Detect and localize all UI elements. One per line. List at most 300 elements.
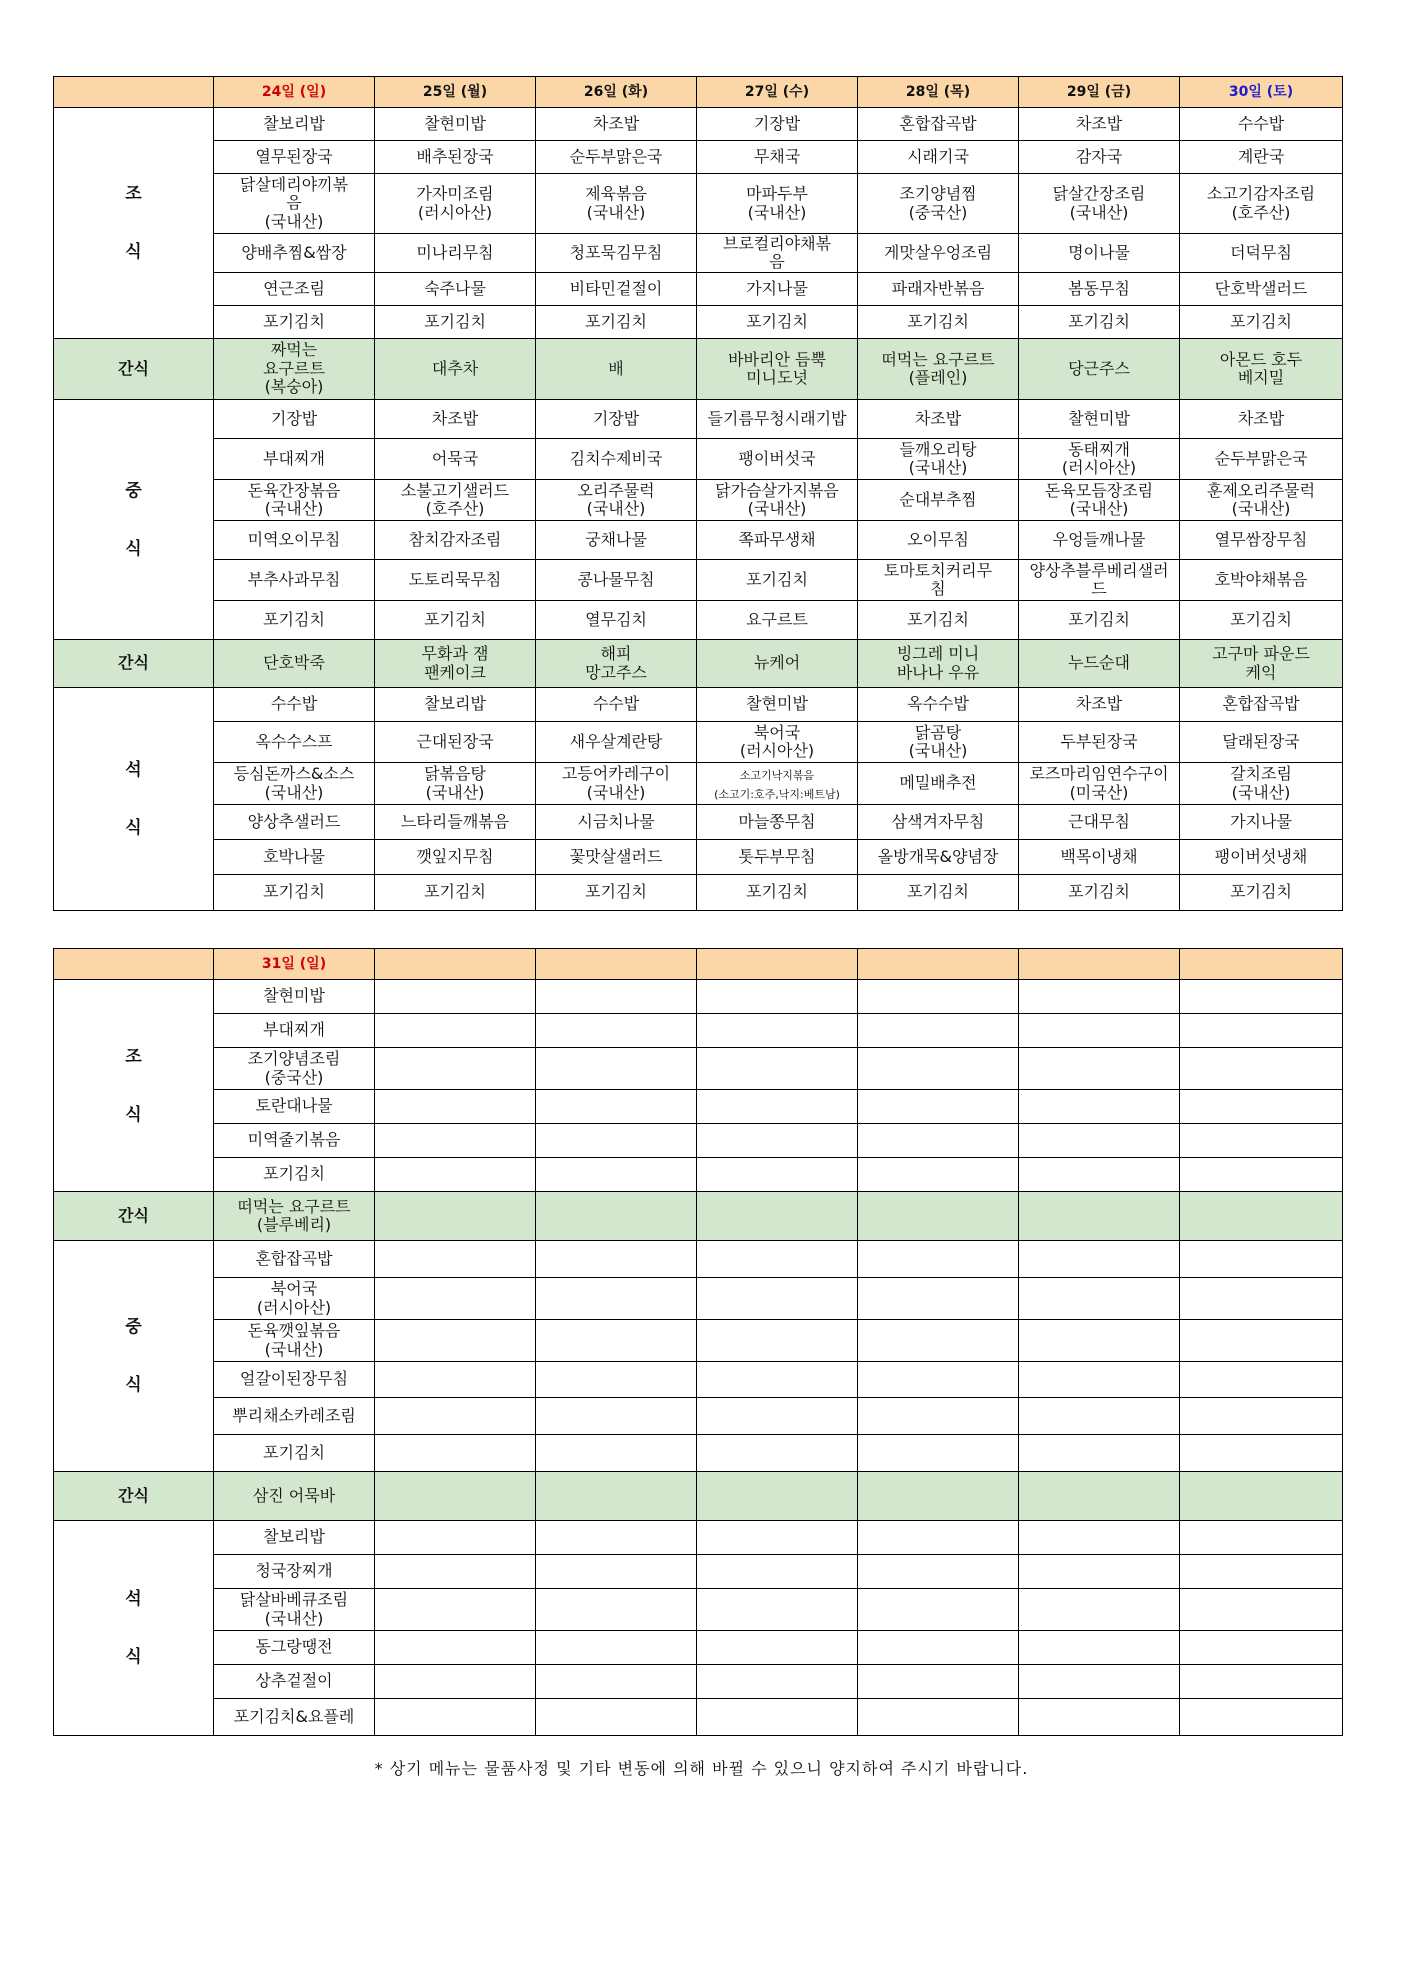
menu-item-text: 시금치나물: [577, 811, 655, 831]
dinner-row: [54, 688, 1343, 722]
menu-cell: [536, 805, 697, 840]
breakfast-row: [54, 174, 1343, 234]
menu-item-text: 아몬드 호두 베지밀: [1219, 349, 1303, 387]
menu-cell: [1180, 1014, 1343, 1048]
breakfast-row: [54, 108, 1343, 141]
next-week-menu-table: [53, 948, 1343, 1736]
menu-item-text: 찰현미밥: [1068, 408, 1130, 428]
menu-cell: [1019, 1699, 1180, 1736]
menu-cell: [375, 1435, 536, 1472]
menu-cell: [1180, 980, 1343, 1014]
menu-item-text: 포기김치: [1068, 311, 1130, 331]
menu-cell: [1019, 521, 1180, 560]
menu-cell: [858, 1090, 1019, 1124]
menu-cell: [1019, 1555, 1180, 1589]
menu-cell: [1019, 1589, 1180, 1631]
menu-cell: [1180, 141, 1343, 174]
menu-cell: [214, 1521, 375, 1555]
menu-item-text: 비타민겉절이: [569, 278, 663, 298]
menu-cell: [1019, 1124, 1180, 1158]
menu-item-text: 얼갈이된장무침: [239, 1369, 349, 1389]
menu-item-text: 마파두부 (국내산): [746, 184, 808, 222]
menu-cell: [375, 108, 536, 141]
menu-item-text: 찰현미밥: [746, 694, 808, 714]
menu-cell: [1180, 1631, 1343, 1665]
menu-cell: [1180, 1090, 1343, 1124]
menu-cell: [697, 980, 858, 1014]
menu-cell: [697, 1048, 858, 1090]
menu-cell: [536, 640, 697, 688]
menu-cell: [536, 1048, 697, 1090]
menu-cell: [1019, 688, 1180, 722]
menu-cell: [375, 480, 536, 521]
menu-cell: [858, 980, 1019, 1014]
menu-cell: [536, 1090, 697, 1124]
menu-cell: [858, 1048, 1019, 1090]
snack-row: [54, 1472, 1343, 1521]
menu-cell: [375, 1665, 536, 1699]
menu-cell: [214, 980, 375, 1014]
menu-cell: [1019, 306, 1180, 339]
menu-cell: [1019, 141, 1180, 174]
menu-item-text: 포기김치: [1230, 609, 1292, 629]
menu-cell: [1019, 601, 1180, 640]
menu-item-text: 호박나물: [263, 846, 325, 866]
menu-item-text: 상추겉절이: [255, 1671, 333, 1691]
menu-item-text: 호박야채볶음: [1214, 569, 1308, 589]
menu-cell: [536, 1362, 697, 1398]
menu-item-text: 북어국 (러시아산): [739, 722, 815, 760]
menu-cell: [1180, 234, 1343, 273]
menu-item-text: 차조밥: [592, 113, 640, 133]
menu-cell: [697, 141, 858, 174]
menu-cell: [214, 1014, 375, 1048]
dinner-row: [54, 875, 1343, 911]
menu-item-text: 동태찌개 (러시아산): [1061, 439, 1137, 477]
menu-item-text: 포기김치: [1230, 311, 1292, 331]
menu-cell: [375, 1124, 536, 1158]
menu-cell: [1019, 1521, 1180, 1555]
menu-cell: [697, 601, 858, 640]
menu-item-text: 짜먹는 요구르트 (복숭아): [263, 340, 325, 397]
lunch-row: [54, 1398, 1343, 1435]
menu-cell: [1180, 1278, 1343, 1320]
menu-cell: [1019, 1435, 1180, 1472]
menu-item-text: 올방개묵&양념장: [877, 846, 999, 866]
menu-cell: [375, 980, 536, 1014]
menu-cell: [536, 174, 697, 234]
menu-cell: [214, 141, 375, 174]
date-header: 27일 (수): [697, 77, 858, 108]
dinner-row: [54, 1555, 1343, 1589]
menu-cell: [697, 1090, 858, 1124]
menu-item-text: 떠먹는 요구르트 (블루베리): [237, 1196, 351, 1234]
menu-cell: [697, 1631, 858, 1665]
menu-item-text: 참치감자조림: [408, 529, 502, 549]
menu-cell: [858, 339, 1019, 400]
header-corner: [54, 77, 214, 108]
breakfast-row: [54, 1158, 1343, 1192]
lunch-row: [54, 1241, 1343, 1278]
menu-cell: [536, 1435, 697, 1472]
menu-item-text: 가지나물: [746, 278, 808, 298]
menu-cell: [858, 1699, 1019, 1736]
menu-cell: [697, 234, 858, 273]
menu-cell: [858, 480, 1019, 521]
menu-cell: [697, 1124, 858, 1158]
menu-cell: [214, 805, 375, 840]
menu-item-text: 포기김치: [263, 1164, 325, 1184]
menu-cell: [375, 273, 536, 306]
menu-cell: [536, 1398, 697, 1435]
menu-cell: [1180, 688, 1343, 722]
menu-cell: [858, 174, 1019, 234]
menu-cell: [375, 1362, 536, 1398]
menu-cell: [214, 1241, 375, 1278]
menu-item-text: 차조밥: [914, 408, 962, 428]
menu-item-text: 열무된장국: [255, 146, 333, 166]
menu-item-text: 포기김치: [263, 311, 325, 331]
menu-cell: [697, 1241, 858, 1278]
menu-cell: [858, 400, 1019, 439]
lunch-row: [54, 1278, 1343, 1320]
date-header: 26일 (화): [536, 77, 697, 108]
menu-cell: [536, 840, 697, 875]
menu-item-text: 찰보리밥: [263, 1527, 325, 1547]
menu-cell: [858, 560, 1019, 601]
menu-cell: [1019, 234, 1180, 273]
menu-cell: [214, 722, 375, 763]
menu-cell: [1180, 1048, 1343, 1090]
menu-cell: [1180, 1435, 1343, 1472]
menu-item-text: 오이무침: [907, 529, 969, 549]
menu-item-text: 게맛살우엉조림: [883, 242, 993, 262]
menu-cell: [1019, 273, 1180, 306]
menu-cell: [697, 1362, 858, 1398]
menu-cell: [214, 1665, 375, 1699]
menu-cell: [536, 688, 697, 722]
menu-item-text: 로즈마리임연수구이 (미국산): [1029, 764, 1169, 802]
menu-item-text: 팽이버섯국: [738, 448, 816, 468]
menu-cell: [1180, 1241, 1343, 1278]
menu-cell: [1180, 763, 1343, 805]
menu-item-text: 단호박샐러드: [1214, 278, 1308, 298]
dinner-row: [54, 722, 1343, 763]
menu-item-text: 배추된장국: [416, 146, 494, 166]
menu-cell: [697, 1521, 858, 1555]
menu-item-text: 마늘쫑무침: [738, 811, 816, 831]
menu-item-text: 무채국: [753, 146, 801, 166]
menu-cell: [536, 521, 697, 560]
menu-cell: [858, 1631, 1019, 1665]
menu-cell: [858, 1124, 1019, 1158]
menu-cell: [697, 875, 858, 911]
menu-cell: [375, 1555, 536, 1589]
menu-item-text: 뿌리채소카레조림: [232, 1405, 356, 1425]
snack-row: [54, 1192, 1343, 1241]
menu-item-text: 꽃맛살샐러드: [569, 846, 663, 866]
menu-cell: [536, 763, 697, 805]
menu-cell: [858, 688, 1019, 722]
menu-cell: [858, 1158, 1019, 1192]
menu-cell: [1019, 1241, 1180, 1278]
menu-item-text: 달래된장국: [1222, 731, 1300, 751]
menu-cell: [697, 1472, 858, 1521]
menu-cell: [214, 875, 375, 911]
menu-cell: [697, 400, 858, 439]
menu-cell: [214, 306, 375, 339]
menu-item-text: 차조밥: [1075, 113, 1123, 133]
menu-item-text: 누드순대: [1068, 653, 1130, 673]
menu-cell: [1180, 1398, 1343, 1435]
menu-cell: [697, 1158, 858, 1192]
menu-item-text: 기장밥: [753, 113, 801, 133]
menu-item-text: 백목이냉채: [1060, 846, 1138, 866]
menu-cell: [1019, 1665, 1180, 1699]
menu-cell: [375, 1398, 536, 1435]
menu-item-text: 포기김치: [1068, 609, 1130, 629]
menu-cell: [1180, 108, 1343, 141]
menu-cell: [375, 1278, 536, 1320]
menu-cell: [536, 273, 697, 306]
menu-item-text: 포기김치: [263, 1442, 325, 1462]
menu-item-text: 해피 망고주스: [585, 644, 647, 682]
menu-item-text: 뉴케어: [753, 653, 801, 673]
menu-cell: [536, 1631, 697, 1665]
menu-cell: [536, 560, 697, 601]
menu-cell: [536, 400, 697, 439]
menu-cell: [1019, 1320, 1180, 1362]
menu-item-text: 도토리묵무침: [408, 569, 502, 589]
menu-cell: [1019, 174, 1180, 234]
menu-item-text: 시래기국: [907, 146, 969, 166]
menu-item-text: 무화과 잼 팬케이크: [421, 644, 489, 682]
menu-item-text: 김치수제비국: [569, 448, 663, 468]
menu-item-text: 돈육간장볶음 (국내산): [247, 480, 341, 518]
menu-item-text: 부대찌개: [263, 1020, 325, 1040]
menu-item-text: 순두부맑은국: [1214, 448, 1308, 468]
menu-cell: [536, 601, 697, 640]
menu-cell: [536, 1472, 697, 1521]
menu-item-text: 메밀배추전: [899, 773, 977, 793]
menu-cell: [375, 1192, 536, 1241]
menu-cell: [375, 234, 536, 273]
lunch-row: [54, 1362, 1343, 1398]
menu-item-text: 닭살간장조림 (국내산): [1052, 184, 1146, 222]
menu-item-text: 포기김치: [585, 311, 647, 331]
menu-item-text: 포기김치: [424, 609, 486, 629]
menu-cell: [697, 1278, 858, 1320]
menu-cell: [1180, 1555, 1343, 1589]
menu-cell: [1180, 1362, 1343, 1398]
menu-item-text: 어묵국: [431, 448, 479, 468]
menu-cell: [214, 174, 375, 234]
menu-cell: [858, 1398, 1019, 1435]
menu-cell: [858, 234, 1019, 273]
menu-item-text: 바바리안 듬뿍 미니도넛: [728, 349, 826, 387]
menu-item-text: 수수밥: [592, 694, 640, 714]
menu-cell: [536, 1278, 697, 1320]
menu-cell: [1019, 1472, 1180, 1521]
menu-item-text: 파래자반볶음: [891, 278, 985, 298]
dinner-label: 석 식: [54, 688, 214, 911]
menu-cell: [214, 1192, 375, 1241]
menu-cell: [536, 875, 697, 911]
menu-item-text: 포기김치: [907, 311, 969, 331]
menu-cell: [375, 805, 536, 840]
menu-cell: [375, 521, 536, 560]
menu-cell: [858, 640, 1019, 688]
menu-item-text: 조기양념찜 (중국산): [899, 184, 977, 222]
menu-cell: [858, 1665, 1019, 1699]
menu-cell: [536, 1555, 697, 1589]
menu-cell: [375, 1014, 536, 1048]
menu-cell: [1180, 601, 1343, 640]
dinner-row: [54, 763, 1343, 805]
menu-cell: [214, 234, 375, 273]
lunch-row: [54, 480, 1343, 521]
menu-cell: [1180, 1589, 1343, 1631]
menu-cell: [214, 640, 375, 688]
menu-cell: [1019, 875, 1180, 911]
menu-cell: [697, 273, 858, 306]
menu-item-text: 더덕무침: [1230, 242, 1292, 262]
lunch-label: 중 식: [54, 400, 214, 640]
menu-cell: [375, 1048, 536, 1090]
breakfast-row: [54, 141, 1343, 174]
menu-item-text: 포기김치: [263, 882, 325, 902]
menu-item-text: 콩나물무침: [577, 569, 655, 589]
menu-item-text: 가지나물: [1230, 811, 1292, 831]
menu-cell: [375, 875, 536, 911]
menu-item-text: 당근주스: [1068, 358, 1130, 378]
menu-item-text: 브로컬리야채볶 음: [722, 233, 832, 271]
menu-item-text: 순두부맑은국: [569, 146, 663, 166]
menu-cell: [214, 1589, 375, 1631]
menu-cell: [858, 439, 1019, 480]
menu-cell: [214, 1320, 375, 1362]
menu-cell: [1019, 480, 1180, 521]
menu-cell: [1019, 108, 1180, 141]
menu-cell: [858, 805, 1019, 840]
date-header: 29일 (금): [1019, 77, 1180, 108]
menu-cell: [858, 763, 1019, 805]
breakfast-row: [54, 306, 1343, 339]
menu-cell: [697, 1435, 858, 1472]
lunch-row: [54, 400, 1343, 439]
menu-item-text: 요구르트: [746, 609, 808, 629]
date-header: 30일 (토): [1180, 77, 1343, 108]
lunch-row: [54, 521, 1343, 560]
menu-cell: [1019, 1631, 1180, 1665]
menu-cell: [1180, 439, 1343, 480]
menu-cell: [375, 400, 536, 439]
menu-cell: [697, 1014, 858, 1048]
menu-item-text: 팽이버섯냉채: [1214, 846, 1308, 866]
menu-cell: [375, 1472, 536, 1521]
date-header-row: [54, 949, 1343, 980]
menu-cell: [697, 560, 858, 601]
menu-item-text: 닭살바베큐조림 (국내산): [239, 1590, 349, 1628]
menu-cell: [697, 439, 858, 480]
menu-cell: [536, 1014, 697, 1048]
menu-cell: [1019, 722, 1180, 763]
menu-item-text: 찰보리밥: [263, 113, 325, 133]
menu-cell: [697, 805, 858, 840]
snack-row: [54, 640, 1343, 688]
weekly-menu-table: [53, 76, 1343, 911]
menu-item-text: 돈육모듬장조림 (국내산): [1044, 480, 1154, 518]
snack-label: 간식: [54, 1192, 214, 1241]
dinner-row: [54, 805, 1343, 840]
menu-cell: [536, 439, 697, 480]
menu-cell: [375, 601, 536, 640]
menu-cell: [1180, 1158, 1343, 1192]
date-header-row: [54, 77, 1343, 108]
menu-item-text: 옥수수스프: [255, 731, 333, 751]
menu-cell: [858, 1435, 1019, 1472]
date-header: 31일 (일): [214, 949, 375, 980]
menu-item-text: 소불고기샐러드 (호주산): [400, 480, 510, 518]
menu-cell: [1180, 273, 1343, 306]
menu-cell: [375, 339, 536, 400]
dinner-label: 석 식: [54, 1521, 214, 1736]
breakfast-row: [54, 1124, 1343, 1158]
menu-cell: [1019, 1278, 1180, 1320]
menu-item-text: 양상추샐러드: [247, 811, 341, 831]
menu-cell: [1019, 1192, 1180, 1241]
menu-cell: [536, 1589, 697, 1631]
menu-cell: [536, 1124, 697, 1158]
menu-item-text: 삼색겨자무침: [891, 811, 985, 831]
menu-item-text: 포기김치: [1230, 882, 1292, 902]
menu-cell: [697, 688, 858, 722]
breakfast-row: [54, 273, 1343, 306]
menu-item-text: 수수밥: [1237, 113, 1285, 133]
menu-cell: [214, 1278, 375, 1320]
menu-cell: [697, 1699, 858, 1736]
menu-item-text: 느타리들깨볶음: [400, 811, 510, 831]
menu-cell: [1180, 1472, 1343, 1521]
menu-cell: [375, 1320, 536, 1362]
menu-item-text: 차조밥: [1075, 694, 1123, 714]
menu-cell: [375, 1631, 536, 1665]
menu-item-text: 봄동무침: [1068, 278, 1130, 298]
menu-item-text: 찰보리밥: [424, 694, 486, 714]
menu-item-text: 포기김치: [746, 569, 808, 589]
menu-item-text: 포기김치: [746, 311, 808, 331]
menu-cell: [1019, 1398, 1180, 1435]
menu-item-text: 양배추찜&쌈장: [241, 242, 347, 262]
notice-text: * 상기 메뉴는 물품사정 및 기타 변동에 의해 바뀔 수 있으니 양지하여 주시기 바랍니다.: [374, 1759, 1029, 1778]
menu-cell: [214, 439, 375, 480]
menu-item-text: 닭가슴살가지볶음 (국내산): [715, 480, 839, 518]
lunch-row: [54, 1320, 1343, 1362]
date-header: [1180, 949, 1343, 980]
menu-item-text: 대추차: [431, 358, 479, 378]
menu-cell: [1019, 1014, 1180, 1048]
menu-item-text: 빙그레 미니 바나나 우유: [896, 644, 980, 682]
menu-item-text: 소고기낙지볶음 (소고기:호주,낙지:베트남): [714, 769, 840, 801]
menu-item-text: 찰현미밥: [424, 113, 486, 133]
menu-cell: [375, 560, 536, 601]
menu-cell: [536, 339, 697, 400]
menu-item-text: 포기김치: [1068, 882, 1130, 902]
menu-cell: [1180, 1124, 1343, 1158]
menu-item-text: 톳두부무침: [738, 846, 816, 866]
breakfast-label: 조 식: [54, 980, 214, 1192]
breakfast-row: [54, 1014, 1343, 1048]
